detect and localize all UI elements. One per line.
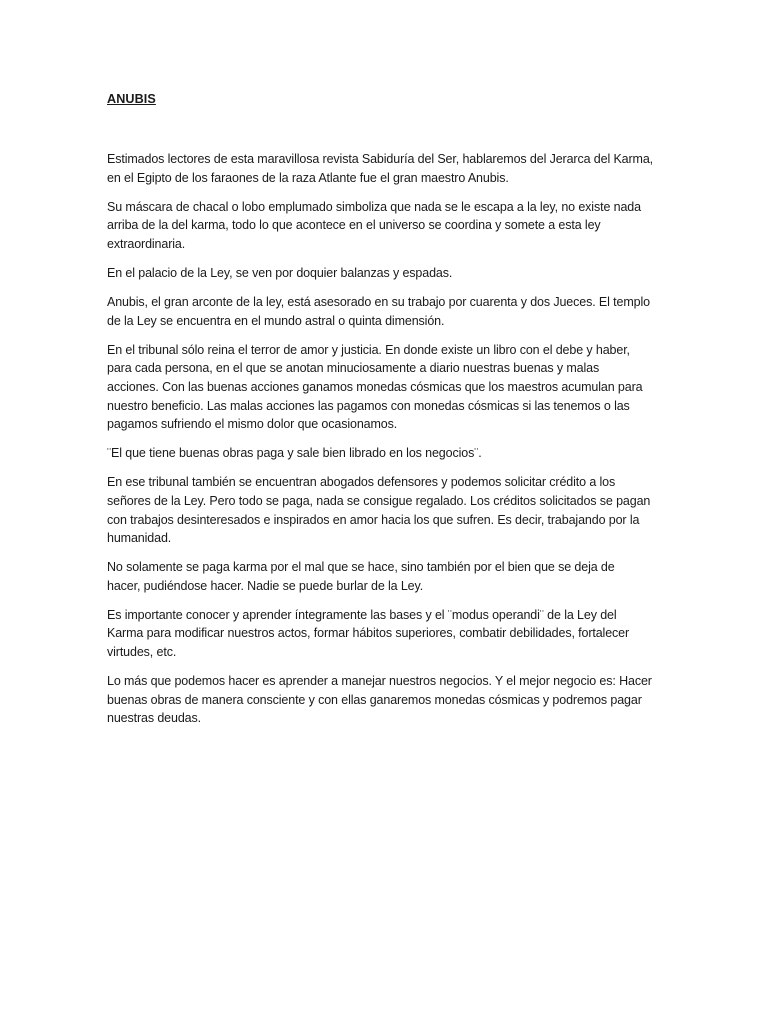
document-body (107, 150, 667, 738)
paragraph (107, 473, 667, 547)
text-line: extraordinaria. (107, 236, 186, 251)
text-line: En el tribunal sólo reina el terror de amor y justicia. En donde existe un libro con el debe y haber, (107, 342, 630, 357)
paragraph (107, 150, 667, 187)
text-line: humanidad. (107, 531, 172, 546)
text-line: buenas obras de manera consciente y con ellas ganaremos monedas cósmicas y podremos pagar (107, 692, 642, 707)
paragraph (107, 606, 667, 662)
text-line: Karma para modificar nuestros actos, formar hábitos superiores, combatir debilidades, fortalecer (107, 626, 630, 641)
paragraph (107, 672, 667, 728)
text-line: Su máscara de chacal o lobo emplumado simboliza que nada se le escapa a la ley, no existe nada (107, 199, 641, 214)
text-line: Lo más que podemos hacer es aprender a manejar nuestros negocios. Y el mejor negocio es: Hacer (107, 674, 652, 689)
text-line: de la Ley se encuentra en el mundo astral o quinta dimensión. (107, 313, 445, 328)
text-line: hacer, pudiéndose hacer. Nadie se puede burlar de la Ley. (107, 578, 424, 593)
paragraph (107, 444, 667, 463)
text-line: Es importante conocer y aprender íntegramente las bases y el ¨modus operandi¨ de la Ley del (107, 607, 617, 622)
text-line: pagamos sufriendo el mismo dolor que ocasionamos. (107, 417, 398, 432)
paragraph (107, 198, 667, 254)
text-line: Anubis, el gran arconte de la ley, está asesorado en su trabajo por cuarenta y dos Jueces. El templo (107, 295, 650, 310)
paragraph (107, 558, 667, 595)
text-line: En el palacio de la Ley, se ven por doquier balanzas y espadas. (107, 265, 453, 280)
text-line: arriba de la del karma, todo lo que acontece en el universo se coordina y somete a esta ley (107, 218, 601, 233)
text-line: virtudes, etc. (107, 645, 177, 660)
text-line: para cada persona, en el que se anotan minuciosamente a diario nuestras buenas y malas (107, 361, 600, 376)
document-title: ANUBIS (107, 92, 156, 106)
text-line: No solamente se paga karma por el mal que se hace, sino también por el bien que se deja de (107, 560, 615, 575)
text-line: con trabajos desinteresados e inspirados en amor hacia los que sufren. Es decir, trabajando por la (107, 512, 640, 527)
paragraph (107, 293, 667, 330)
text-line: nuestras deudas. (107, 711, 201, 726)
text-line: acciones. Con las buenas acciones ganamos monedas cósmicas que los maestros acumulan para (107, 379, 643, 394)
text-line: señores de la Ley. Pero todo se paga, nada se consigue regalado. Los créditos solicitados se pagan (107, 493, 651, 508)
text-line: nuestro beneficio. Las malas acciones las pagamos con monedas cósmicas si las tenemos o las (107, 398, 630, 413)
text-line: en el Egipto de los faraones de la raza Atlante fue el gran maestro Anubis. (107, 170, 509, 185)
text-line: En ese tribunal también se encuentran abogados defensores y podemos solicitar crédito a los (107, 475, 616, 490)
text-line: ¨El que tiene buenas obras paga y sale bien librado en los negocios¨. (107, 446, 482, 461)
text-line: Estimados lectores de esta maravillosa revista Sabiduría del Ser, hablaremos del Jerarca del Karma, (107, 152, 654, 166)
paragraph (107, 264, 667, 283)
paragraph (107, 341, 667, 434)
